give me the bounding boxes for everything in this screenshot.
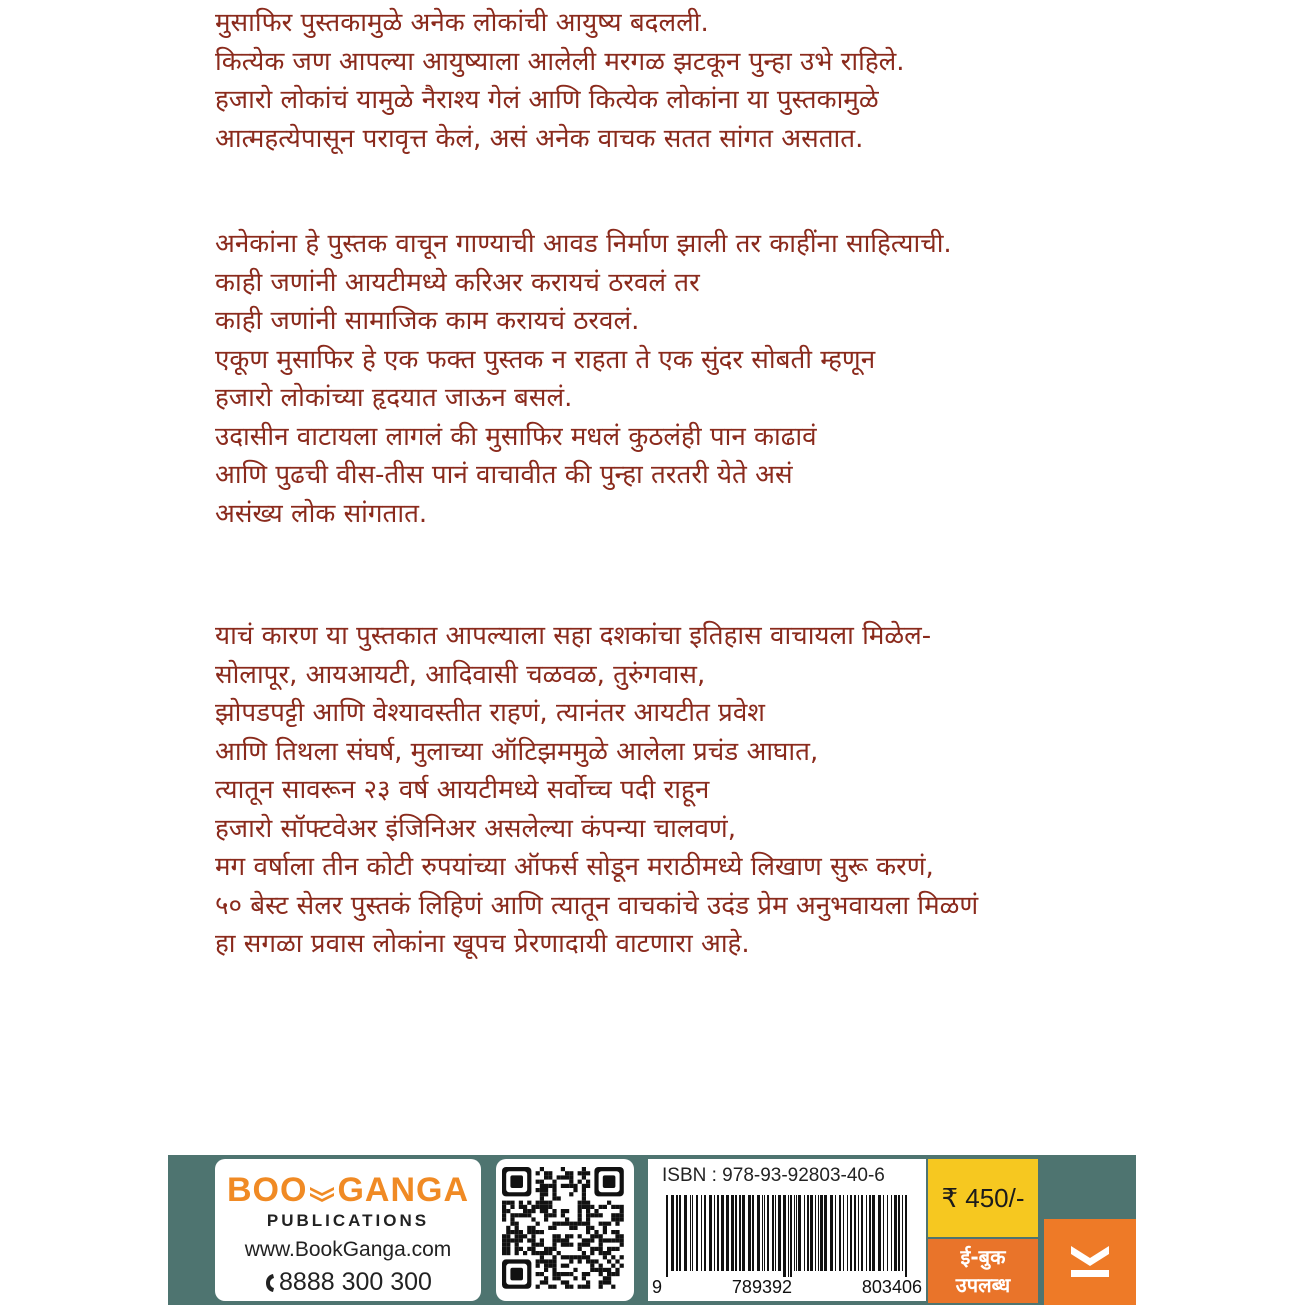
text-line: त्यातून सावरून २३ वर्ष आयटीमध्ये सर्वोच्च पदी राहून xyxy=(215,775,710,805)
publisher-logo-panel xyxy=(215,1159,481,1301)
text-line: मुसाफिर पुस्तकामुळे अनेक लोकांची आयुष्य बदलली. xyxy=(215,8,709,38)
price-text: ₹ 450/- xyxy=(941,1182,1025,1213)
text-line: आत्महत्येपासून परावृत्त केलं, असं अनेक वाचक सतत सांगत असतात. xyxy=(215,123,864,154)
kindle-icon xyxy=(1067,1242,1113,1282)
text-line: झोपडपट्टी आणि वेश्यावस्तीत राहणं, त्यानंतर आयटीत प्रवेश xyxy=(215,698,765,728)
text-line: हजारो सॉफ्टवेअर इंजिनिअर असलेल्या कंपन्या चालवणं, xyxy=(215,813,736,844)
barcode-digit-group-left: 789392 xyxy=(731,1277,792,1297)
barcode-icon xyxy=(652,1195,922,1277)
text-line: हजारो लोकांचं यामुळे नैराश्य गेलं आणि कित्येक लोकांना या पुस्तकामुळे xyxy=(215,85,879,115)
ebook-available-badge xyxy=(928,1239,1038,1303)
text-line: हजारो लोकांच्या हृदयात जाऊन बसलं. xyxy=(215,383,573,413)
publisher-website[interactable]: www.BookGanga.com xyxy=(244,1238,452,1261)
phone-icon xyxy=(264,1272,276,1294)
text-line: उदासीन वाटायला लागलं की मुसाफिर मधलं कुठलंही पान काढावं xyxy=(215,421,817,452)
brand-left-text: BOO xyxy=(226,1171,308,1209)
text-line: आणि तिथला संघर्ष, मुलाच्या ऑटिझममुळे आलेला प्रचंड आघात, xyxy=(215,736,819,767)
paragraph-journey xyxy=(215,617,1275,964)
text-line: सोलापूर, आयआयटी, आदिवासी चळवळ, तुरुंगवास, xyxy=(215,659,706,690)
text-line: ५० बेस्ट सेलर पुस्तकं लिहिणं आणि त्यातून वाचकांचे उदंड प्रेम अनुभवायला मिळणं xyxy=(215,890,979,921)
isbn-text: ISBN : 978-93-92803-40-6 xyxy=(662,1165,885,1186)
back-cover-footer xyxy=(168,1155,1136,1305)
kindle-badge xyxy=(1044,1219,1136,1305)
qr-code-icon xyxy=(502,1165,628,1295)
brand-right-text: GANGA xyxy=(337,1171,469,1209)
publisher-phone xyxy=(264,1268,432,1297)
qr-code-panel xyxy=(496,1159,634,1301)
text-line: अनेकांना हे पुस्तक वाचून गाण्याची आवड निर्माण झाली तर काहींना साहित्याची. xyxy=(215,229,952,259)
barcode-digits xyxy=(652,1277,922,1298)
ebook-line-2: उपलब्ध xyxy=(955,1273,1011,1297)
text-line: आणि पुढची वीस-तीस पानं वाचावीत की पुन्हा तरतरी येते असं xyxy=(215,460,793,490)
phone-number: 8888 300 300 xyxy=(279,1268,432,1296)
publisher-subtitle: PUBLICATIONS xyxy=(266,1211,430,1230)
paragraph-intro xyxy=(215,4,1275,158)
text-line: याचं कारण या पुस्तकात आपल्याला सहा दशकांचा इतिहास वाचायला मिळेल- xyxy=(215,621,932,651)
barcode-digit-group-right: 803406 xyxy=(861,1277,922,1297)
text-line: काही जणांनी सामाजिक काम करायचं ठरवलं. xyxy=(215,306,640,336)
text-line: एकूण मुसाफिर हे एक फक्त पुस्तक न राहता ते एक सुंदर सोबती म्हणून xyxy=(215,344,876,375)
paragraph-impact xyxy=(215,225,1275,533)
text-line: असंख्य लोक सांगतात. xyxy=(215,498,428,529)
ebook-line-1: ई-बुक xyxy=(960,1245,1006,1269)
barcode-digit-prefix: 9 xyxy=(652,1277,663,1297)
publisher-brand xyxy=(227,1171,469,1209)
isbn-barcode-panel xyxy=(648,1159,926,1301)
text-line: मग वर्षाला तीन कोटी रुपयांच्या ऑफर्स सोडून मराठीमध्ये लिखाण सुरू करणं, xyxy=(215,852,934,882)
text-line: काही जणांनी आयटीमध्ये करिअर करायचं ठरवलं तर xyxy=(215,267,700,298)
text-line: हा सगळा प्रवास लोकांना खूपच प्रेरणादायी वाटणारा आहे. xyxy=(215,929,750,959)
book-logo-icon xyxy=(308,1177,336,1203)
text-line: कित्येक जण आपल्या आयुष्याला आलेली मरगळ झटकून पुन्हा उभे राहिले. xyxy=(215,46,905,77)
price-tag xyxy=(928,1159,1038,1237)
